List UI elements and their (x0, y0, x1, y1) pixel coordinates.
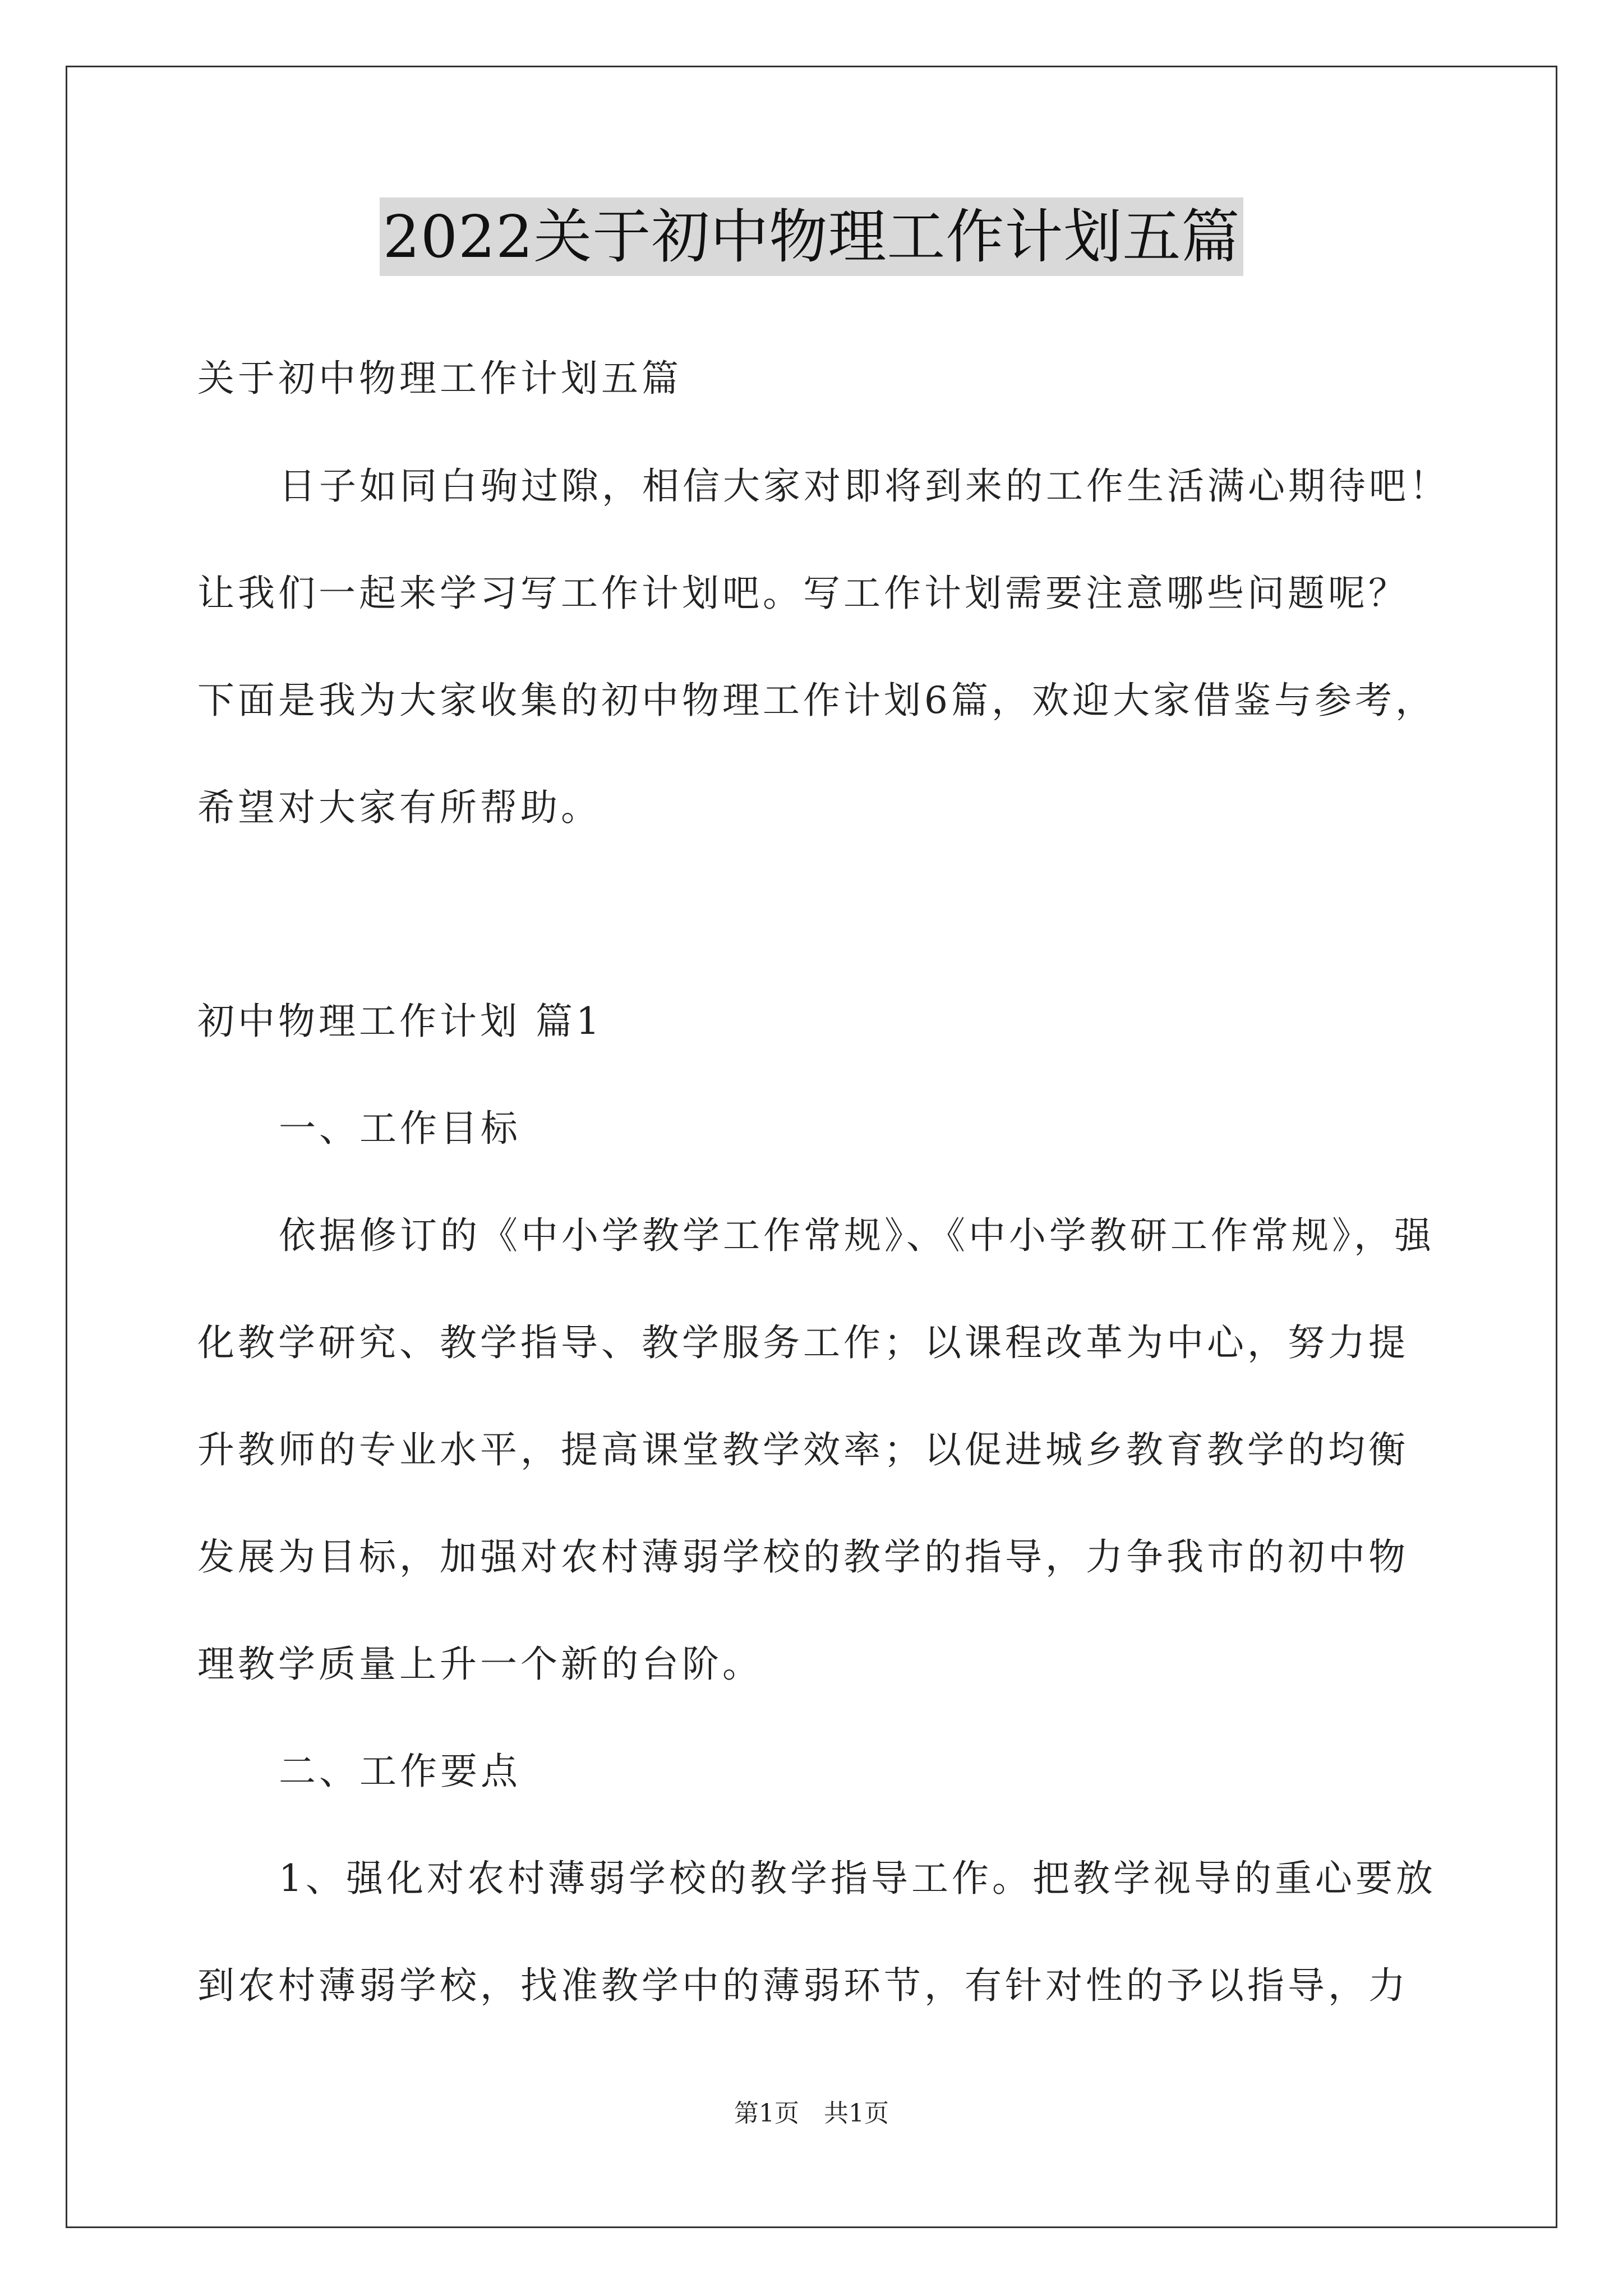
title-container (0, 197, 1623, 276)
paragraph-line: 发展为目标，加强对农村薄弱学校的教学的指导，力争我市的初中物 (197, 1535, 1409, 1579)
intro-line: 希望对大家有所帮助。 (197, 786, 601, 829)
document-title: 2022关于初中物理工作计划五篇 (380, 197, 1244, 276)
page-number-footer: 第1页 共1页 (734, 2099, 889, 2128)
intro-line: 下面是我为大家收集的初中物理工作计划6篇，欢迎大家借鉴与参考， (197, 679, 1436, 722)
intro-line: 让我们一起来学习写工作计划吧。写工作计划需要注意哪些问题呢？ (197, 572, 1409, 615)
paragraph-line: 1、强化对农村薄弱学校的教学指导工作。把教学视导的重心要放 (279, 1857, 1436, 1900)
document-subtitle: 关于初中物理工作计划五篇 (197, 357, 682, 400)
paragraph-line: 到农村薄弱学校，找准教学中的薄弱环节，有针对性的予以指导，力 (197, 1964, 1409, 2007)
heading-work-goals: 一、工作目标 (279, 1107, 521, 1150)
section-heading: 初中物理工作计划 篇1 (197, 1000, 603, 1043)
paragraph-line: 理教学质量上升一个新的台阶。 (197, 1642, 763, 1686)
intro-line: 日子如同白驹过隙，相信大家对即将到来的工作生活满心期待吧！ (279, 464, 1450, 508)
heading-work-points: 二、工作要点 (279, 1750, 521, 1793)
paragraph-line: 化教学研究、教学指导、教学服务工作；以课程改革为中心，努力提 (197, 1321, 1409, 1364)
paragraph-line: 升教师的专业水平，提高课堂教学效率；以促进城乡教育教学的均衡 (197, 1428, 1409, 1471)
paragraph-line: 依据修订的《中小学教学工作常规》、《中小学教研工作常规》，强 (279, 1214, 1435, 1257)
